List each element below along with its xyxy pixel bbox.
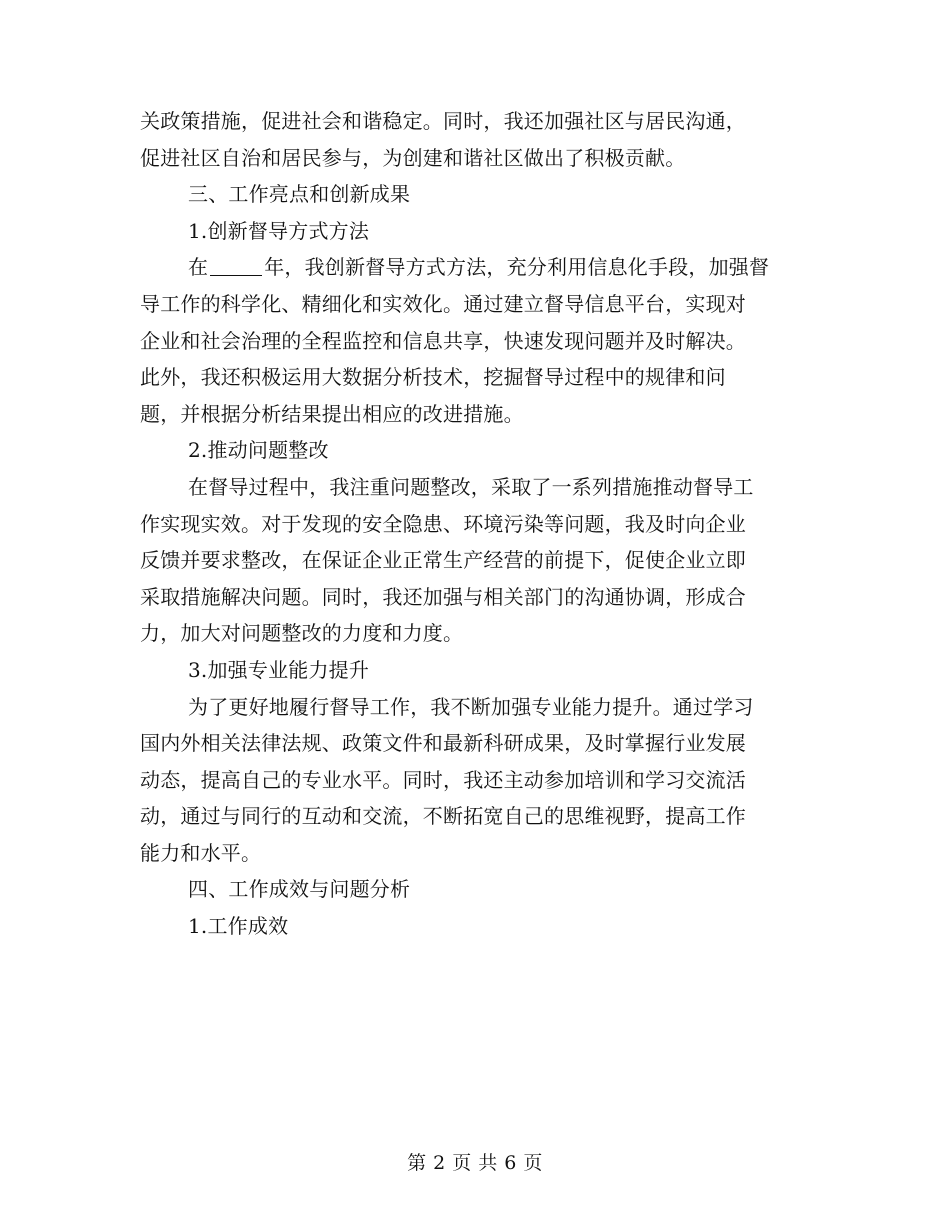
paragraph-line: [140, 249, 800, 286]
paragraph-line: 为了更好地履行督导工作，我不断加强专业能力提升。通过学习: [188, 694, 754, 719]
page-number-footer: 第 2 页 共 6 页: [407, 1152, 543, 1174]
line-rest: 年，我创新督导方式方法，充分利用信息化手段，加强督: [264, 255, 770, 280]
fill-in-blank: [210, 253, 262, 276]
line-prefix: 在: [188, 255, 209, 280]
paragraph-line: 企业和社会治理的全程监控和信息共享，快速发现问题并及时解决。: [140, 328, 746, 353]
section-heading: 四、工作成效与问题分析: [188, 877, 411, 902]
paragraph-line: 作实现实效。对于发现的安全隐患、环境污染等问题，我及时向企业: [140, 511, 746, 536]
document-body: [140, 103, 800, 945]
subsection-heading: 1.工作成效: [188, 914, 289, 939]
paragraph-line: 导工作的科学化、精细化和实效化。通过建立督导信息平台，实现对: [140, 291, 746, 316]
subsection-heading: 2.推动问题整改: [188, 438, 329, 463]
paragraph-line: 采取措施解决问题。同时，我还加强与相关部门的沟通协调，形成合: [140, 584, 746, 609]
paragraph-line: 动，通过与同行的互动和交流，不断拓宽自己的思维视野，提高工作: [140, 804, 746, 829]
paragraph-line: 能力和水平。: [140, 840, 262, 865]
section-heading: 三、工作亮点和创新成果: [188, 182, 411, 207]
paragraph-line: 题，并根据分析结果提出相应的改进措施。: [140, 401, 524, 426]
subsection-heading: 3.加强专业能力提升: [188, 657, 370, 682]
paragraph-line: 此外，我还积极运用大数据分析技术，挖掘督导过程中的规律和问: [140, 365, 726, 390]
paragraph-line: 动态，提高自己的专业水平。同时，我还主动参加培训和学习交流活: [140, 767, 746, 792]
paragraph-line: 力，加大对问题整改的力度和力度。: [140, 621, 464, 646]
paragraph-line: 反馈并要求整改，在保证企业正常生产经营的前提下，促使企业立即: [140, 548, 746, 573]
paragraph-line: 在督导过程中，我注重问题整改，采取了一系列措施推动督导工: [188, 474, 754, 499]
paragraph-line: 促进社区自治和居民参与，为创建和谐社区做出了积极贡献。: [140, 145, 686, 170]
subsection-heading: 1.创新督导方式方法: [188, 218, 370, 243]
paragraph-line: 国内外相关法律法规、政策文件和最新科研成果，及时掌握行业发展: [140, 731, 746, 756]
paragraph-line: 关政策措施，促进社会和谐稳定。同时，我还加强社区与居民沟通，: [140, 109, 746, 133]
